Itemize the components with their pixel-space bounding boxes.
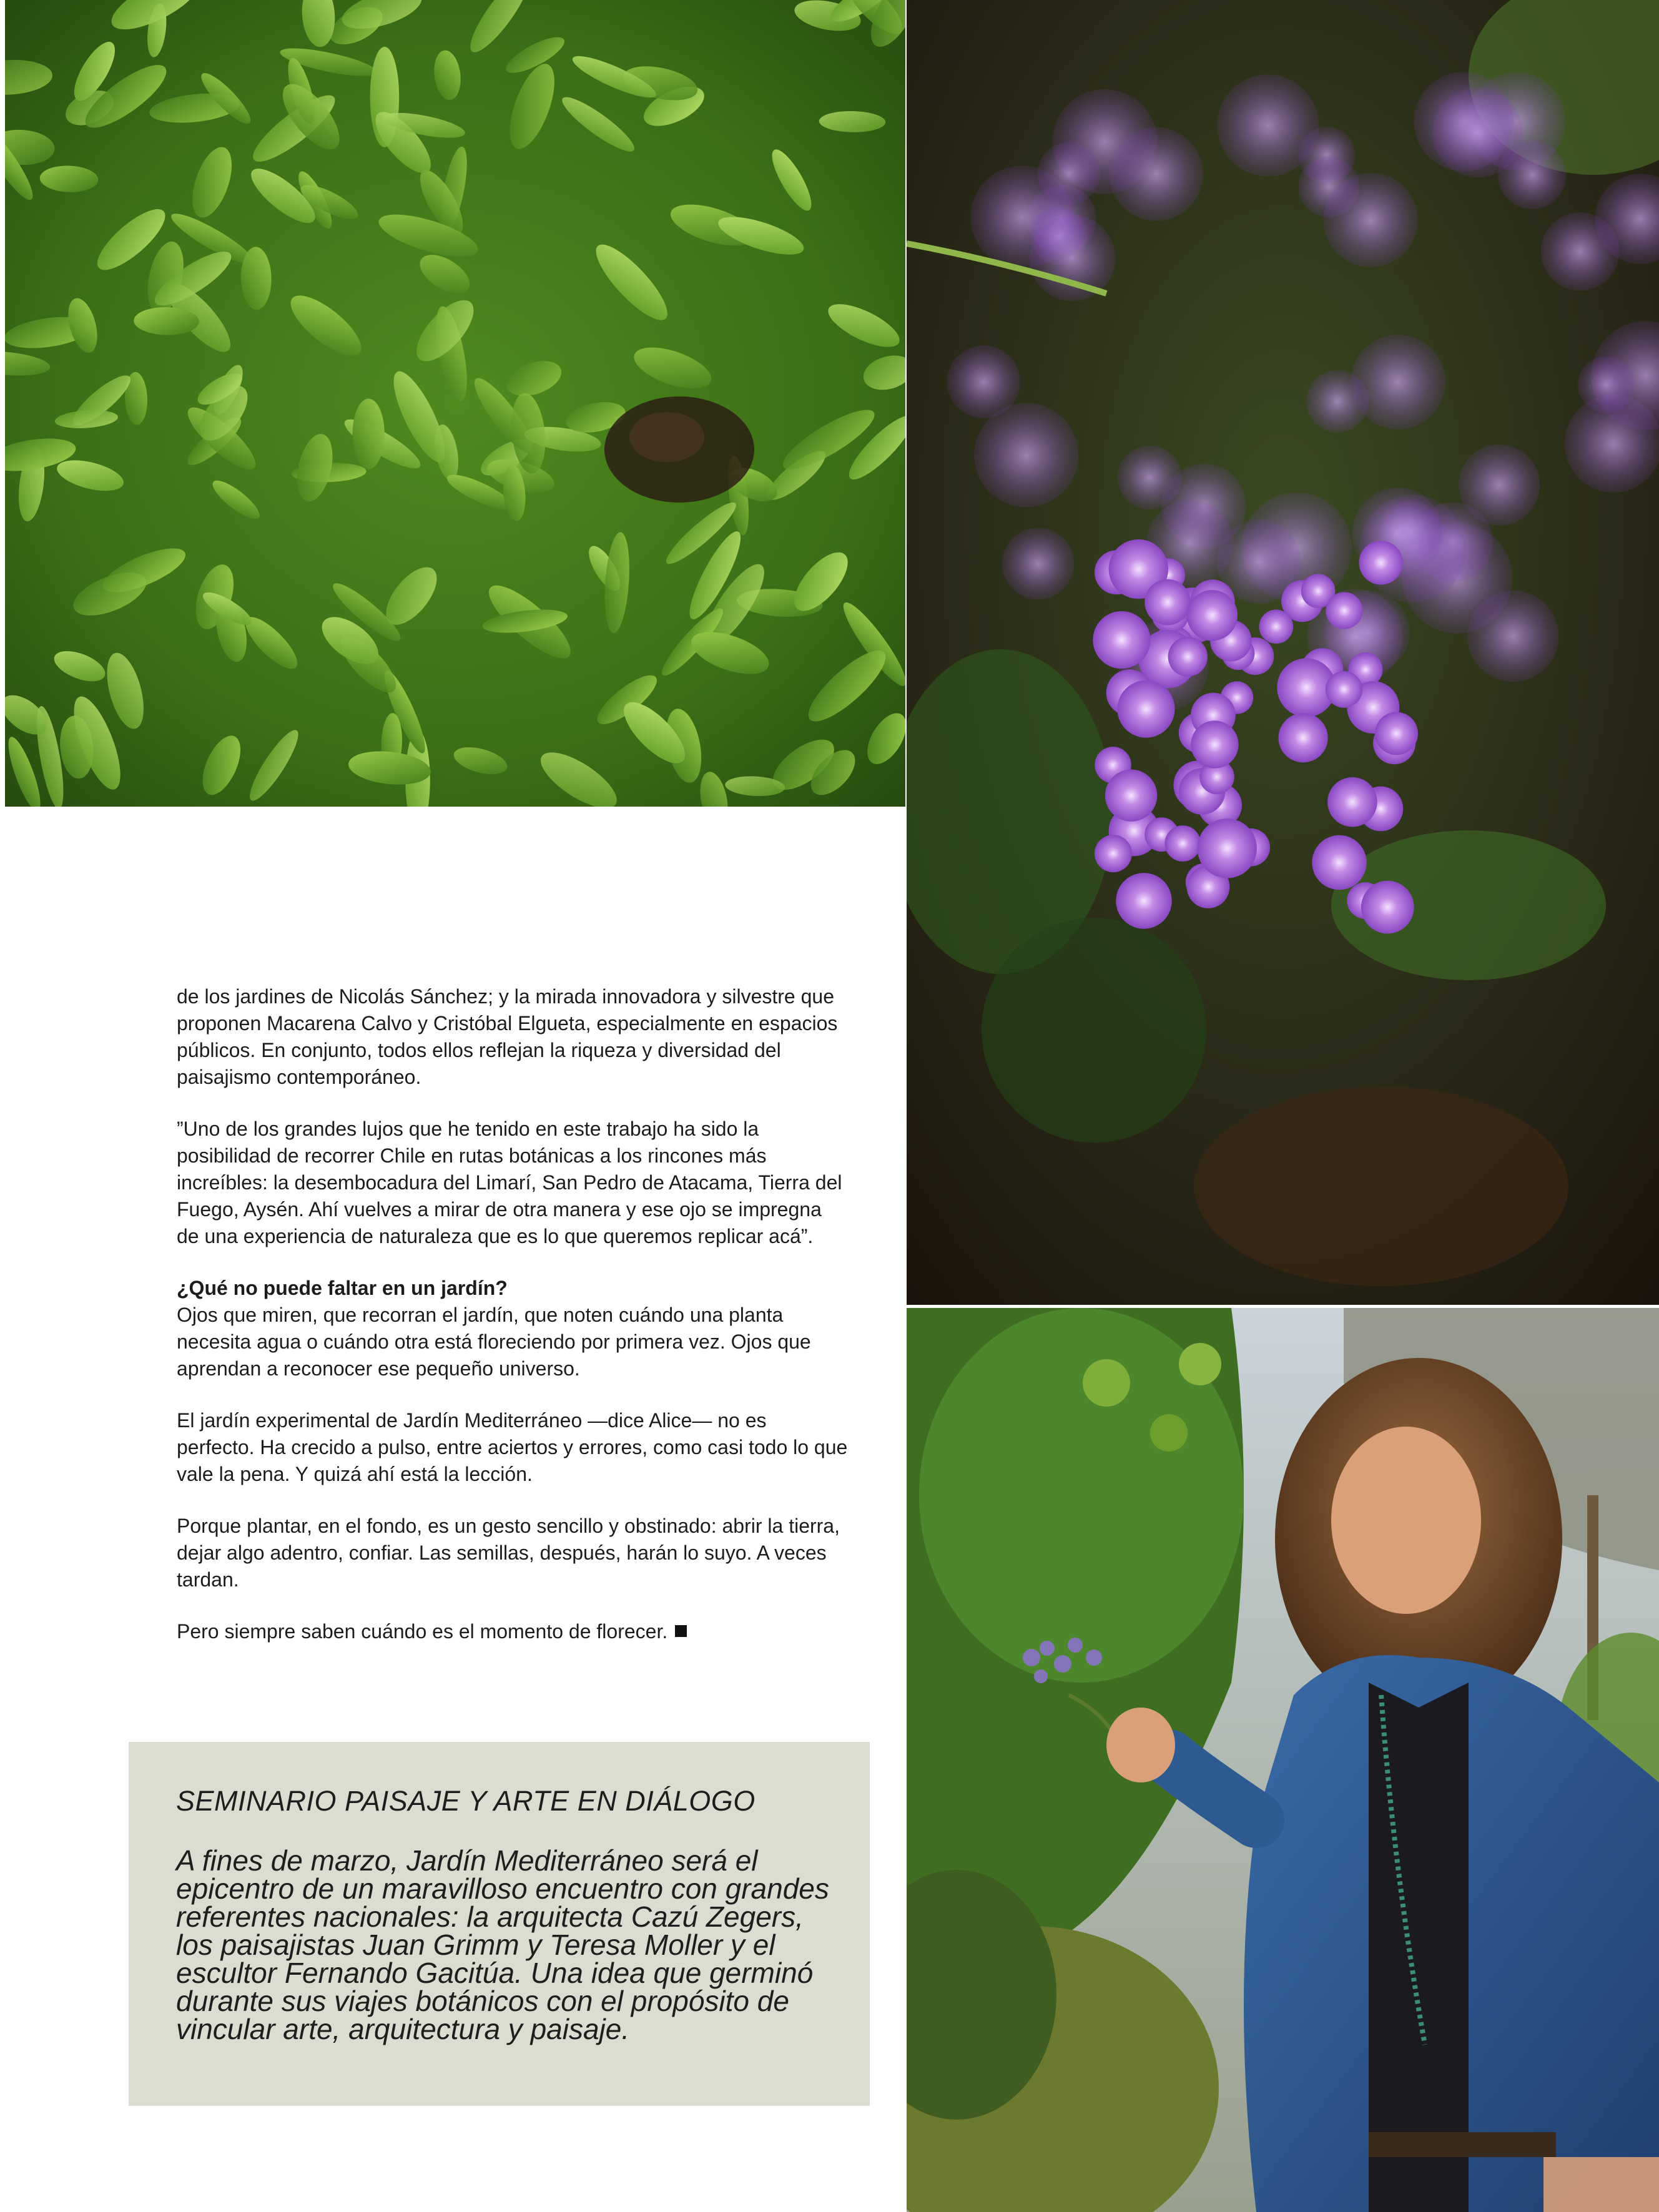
flower-petal-shape [1361,881,1414,934]
interview-question: ¿Qué no puede faltar en un jardín? [177,1277,508,1299]
flower-petal-shape [1198,818,1257,878]
flower-petal-shape [1095,835,1132,872]
blurred-flower-shape [1217,74,1319,176]
blurred-flower-shape [1110,127,1203,221]
article-paragraph: El jardín experimental de Jardín Mediterráneo —dice Alice— no es perfecto. Ha crecido a pulso, entre aciertos y errores, como casi todo lo que vale la pena. Y quizá ahí está la lección. [177,1409,848,1485]
flower-petal-shape [1375,712,1418,755]
article-body [177,983,848,1670]
flower-petal-shape [1191,720,1238,768]
woman-illustration [907,1308,1659,2212]
flower-petal-shape [1326,592,1362,629]
woman-in-garden-photo [907,1308,1659,2212]
sidebar-body: A fines de marzo, Jardín Mediterráneo será el epicentro de un maravilloso encuentro con grandes referentes nacionales: la arquitecta Cazú Zegers, los paisajistas Juan Grimm y Teresa Moller y el escultor Fernando Gacitúa. Una idea que germinó durante sus viajes botánicos con el propósito de vincular arte, arquitectura y paisaje. [176,1844,829,2045]
purple-flowers-photo [907,0,1659,1305]
flower-petal-shape [1312,835,1366,890]
flowers-illustration [907,0,1659,1305]
blurred-flower-shape [1030,215,1116,302]
flower-petal-shape [1187,590,1238,641]
flower-petal-shape [1145,579,1191,626]
blurred-flower-shape [1324,173,1418,267]
green-leaves-photo [5,0,905,807]
leaves-illustration [5,0,905,807]
blurred-flower-shape [974,403,1078,507]
blurred-flower-shape [1351,335,1445,430]
article-quote-paragraph: ”Uno de los grandes lujos que he tenido en este trabajo ha sido la posibilidad de recorrer Chile en rutas botánicas a los rincones más increíbles: la desembocadura del Limarí, San Pedro de Atacama, Tierra del Fuego, Aysén. Ahí vuelves a mirar de otra manera y ese ojo se impregna de una experiencia de naturaleza que es lo que queremos replicar acá”. [177,1118,842,1247]
flower-petal-shape [1327,777,1377,827]
interview-answer: Ojos que miren, que recorran el jardín, que noten cuándo una planta necesita agua o cuándo otra está floreciendo por primera vez. Ojos que aprendan a reconocer ese pequeño universo. [177,1304,811,1380]
blurred-flower-shape [1037,142,1100,205]
flower-petal-shape [1105,770,1157,822]
blurred-flower-shape [1002,528,1074,599]
blurred-flower-shape [1498,140,1567,209]
flower-petal-shape [1259,609,1294,644]
flower-petal-shape [1326,671,1362,708]
article-paragraph: Porque plantar, en el fondo, es un gesto sencillo y obstinado: abrir la tierra, dejar algo adentro, confiar. Las semillas, después, harán lo suyo. A veces tardan. [177,1515,840,1591]
flower-petal-shape [1093,611,1150,669]
blurred-flower-shape [1459,445,1540,526]
flower-petal-shape [1116,873,1172,929]
flower-petal-shape [1359,541,1403,584]
flower-petal-shape [1164,825,1201,862]
sidebar-title: SEMINARIO PAISAJE Y ARTE EN DIÁLOGO [176,1785,756,1817]
flower-petal-shape [1279,713,1328,762]
interview-qa [177,1275,848,1382]
blurred-flower-shape [1578,356,1634,413]
flower-petal-shape [1168,637,1208,676]
blurred-flower-shape [1467,591,1559,682]
article-paragraph: de los jardines de Nicolás Sánchez; y la mirada innovadora y silvestre que proponen Macarena Calvo y Cristóbal Elgueta, especialmente en espacios públicos. En conjunto, todos ellos reflejan la riqueza y diversidad del paisajismo contemporáneo. [177,985,838,1088]
end-of-article-icon [675,1625,687,1637]
seminar-sidebar [129,1742,870,2106]
flower-petal-shape [1118,681,1175,738]
leaf-shape [353,399,385,469]
final-line-text: Pero siempre saben cuándo es el momento de florecer. [177,1620,668,1643]
article-final-line [177,1618,848,1645]
